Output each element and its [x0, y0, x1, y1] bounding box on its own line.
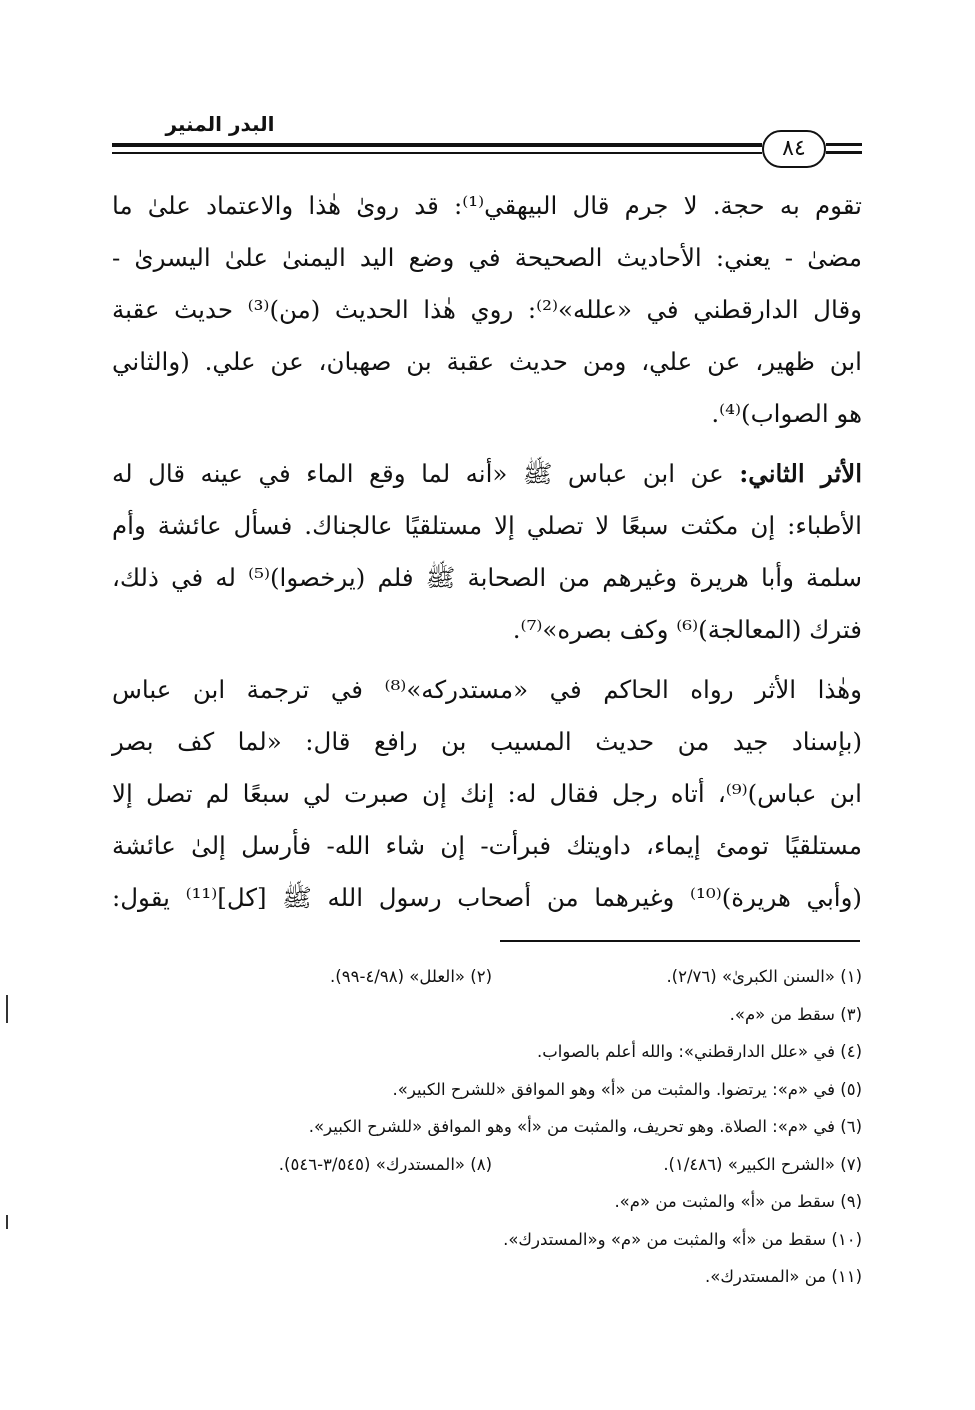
text-line: مستلقيًا تومئ إيماء، داويتك فبرأت- إن شاء الله- فأرسل إلىٰ عائشة [112, 831, 862, 860]
text-line: فترك (المعالجة)⁽⁶⁾ وكف بصره»⁽⁷⁾. [512, 615, 862, 644]
footnote: (١١) من «المستدرك». [704, 1267, 862, 1286]
text-line: وهٰذا الأثر رواه الحاكم في «مستدركه»⁽⁸⁾ في ترجمة ابن عباس [112, 675, 862, 704]
footnote: (٦) في «م»: الصلاة. وهو تحريف، والمثبت من «أ» وهو الموافق «للشرح الكبير». [308, 1117, 862, 1136]
header-rule [112, 152, 762, 154]
text-line-rest: عن ابن عباس ﷺ «أنه لما وقع الماء في عينه قال له [112, 459, 740, 488]
scan-mark [6, 995, 8, 1023]
footnotes [112, 958, 862, 1296]
text-line: تقوم به حجة. لا جرم قال البيهقي⁽¹⁾: قد روىٰ هٰذا والاعتماد علىٰ ما [112, 191, 862, 220]
page-number: ٨٤ [762, 130, 826, 168]
text-line: ابن عباس)⁽⁹⁾، أتاه رجل فقال له: إنك إن صبرت لي سبعًا لم تصل إلا [112, 779, 862, 808]
footnote: (٥) في «م»: يرتضوا. والمثبت من «أ» وهو الموافق «للشرح الكبير». [392, 1079, 862, 1099]
text-line: هو الصواب)⁽⁴⁾. [711, 399, 862, 428]
footnote: (١) «السنن الكبرىٰ» (٢/٧٦). [666, 967, 862, 986]
footnote: (٣) سقط من «م». [729, 1004, 862, 1024]
text-line: سلمة وأبا هريرة وغيرهم من الصحابة ﷺ فلم (يرخصوا)⁽⁵⁾ له في ذلك، [112, 563, 862, 592]
footnote-rule [500, 940, 860, 942]
footnote: (٩) سقط من «أ» والمثبت من «م». [614, 1192, 862, 1211]
footnote: (٨) «المستدرك» (٣/٥٤٥-٥٤٦). [278, 1154, 492, 1174]
header-rule-end [826, 151, 862, 154]
header-rule [112, 143, 762, 147]
running-title: البدر المنير [165, 112, 275, 136]
text-line: ابن ظهير، عن علي، ومن حديث عقبة بن صهبان، عن علي. (والثاني [112, 347, 862, 376]
text-line: الأطباء: إن مكثت سبعًا لا تصلي إلا مستلقيًا عالجناك. فسأل عائشة وأم [112, 511, 862, 540]
text-line: (بإسناد جيد من حديث المسيب بن رافع قال: «لما كف بصر [112, 727, 862, 756]
text-line: مضىٰ - يعني: الأحاديث الصحيحة في وضع اليد اليمنىٰ علىٰ اليسرىٰ - [112, 243, 862, 272]
footnote: (٧) «الشرح الكبير» (١/٤٨٦). [663, 1154, 862, 1174]
section-heading: الأثر الثاني: [739, 459, 863, 488]
header-rule-end [826, 143, 862, 146]
text-line-heading [112, 448, 862, 500]
footnote: (١٠) سقط من «أ» والمثبت من «م» و«المستدرك». [503, 1229, 862, 1249]
scan-mark [6, 1215, 8, 1229]
footnote: (٤) في «علل الدارقطني»: والله أعلم بالصواب. [537, 1042, 862, 1061]
footnote-row [112, 1146, 862, 1184]
footnote-row [112, 958, 862, 996]
text-line: (وأبي هريرة)⁽¹⁰⁾ وغيرهما من أصحاب رسول الله ﷺ [كل]⁽¹¹⁾ يقول: [112, 883, 862, 912]
main-text [112, 180, 862, 924]
footnote: (٢) «العلل» (٤/٩٨-٩٩). [330, 967, 492, 986]
text-line: وقال الدارقطني في «علله»⁽²⁾: روي هٰذا الحديث (من)⁽³⁾ حديث عقبة [112, 295, 862, 324]
